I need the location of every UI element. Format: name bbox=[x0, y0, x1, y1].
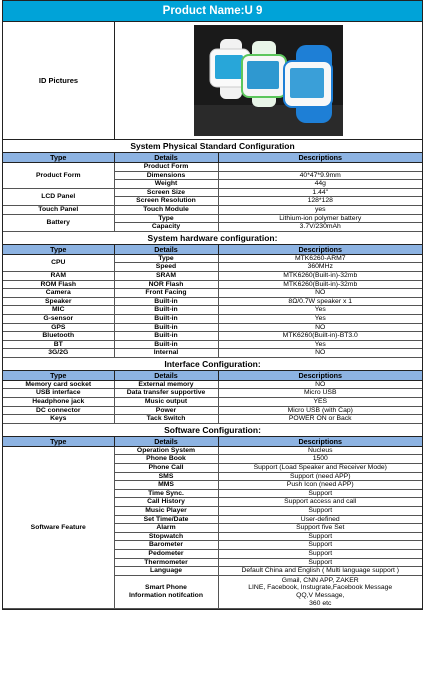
description-cell: Nucleus bbox=[218, 446, 422, 455]
description-cell: Support bbox=[218, 558, 422, 567]
section-title-row bbox=[3, 231, 422, 244]
details-cell: Music output bbox=[114, 398, 218, 407]
table-row bbox=[3, 380, 422, 389]
type-cell-bluetooth: Bluetooth bbox=[3, 332, 114, 341]
type-cell-mic: MIC bbox=[3, 306, 114, 315]
spec-table bbox=[3, 140, 422, 609]
description-cell: yes bbox=[218, 205, 422, 214]
table-row bbox=[3, 214, 422, 223]
description-cell: Support (Load Speaker and Receiver Mode) bbox=[218, 464, 422, 473]
type-cell-keys: Keys bbox=[3, 415, 114, 424]
table-row bbox=[3, 446, 422, 455]
type-cell-usb-interface: USB interface bbox=[3, 389, 114, 398]
product-photo bbox=[194, 25, 343, 136]
header-details: Details bbox=[114, 153, 218, 163]
header-type: Type bbox=[3, 244, 114, 254]
description-cell: NO bbox=[218, 380, 422, 389]
type-cell-3g-2g: 3G/2G bbox=[3, 349, 114, 358]
description-cell: Support bbox=[218, 532, 422, 541]
table-row bbox=[3, 280, 422, 289]
table-header-row bbox=[3, 244, 422, 254]
section-title: Interface Configuration: bbox=[3, 357, 422, 370]
type-cell-lcd-panel: LCD Panel bbox=[3, 188, 114, 205]
table-row bbox=[3, 398, 422, 407]
details-cell: Phone Call bbox=[114, 464, 218, 473]
description-cell: NO bbox=[218, 289, 422, 298]
description-cell: 128*128 bbox=[218, 197, 422, 206]
details-cell: Internal bbox=[114, 349, 218, 358]
description-cell: 3.7V/230mAh bbox=[218, 223, 422, 232]
type-cell-rom-flash: ROM Flash bbox=[3, 280, 114, 289]
details-cell: SRAM bbox=[114, 271, 218, 280]
type-cell-ram: RAM bbox=[3, 271, 114, 280]
details-cell: External memory bbox=[114, 380, 218, 389]
description-cell: 8Ω/0.7W speaker x 1 bbox=[218, 297, 422, 306]
details-cell: Touch Module bbox=[114, 205, 218, 214]
type-cell-headphone-jack: Headphone jack bbox=[3, 398, 114, 407]
header-details: Details bbox=[114, 436, 218, 446]
details-cell: Set Time/Date bbox=[114, 515, 218, 524]
details-cell: Built-in bbox=[114, 297, 218, 306]
description-cell: 360MHz bbox=[218, 263, 422, 272]
table-header-row bbox=[3, 153, 422, 163]
details-cell: Front Facing bbox=[114, 289, 218, 298]
details-cell: SMS bbox=[114, 472, 218, 481]
details-cell: Screen Resolution bbox=[114, 197, 218, 206]
details-cell: Language bbox=[114, 567, 218, 576]
spec-sheet bbox=[2, 0, 423, 610]
header-descriptions: Descriptions bbox=[218, 436, 422, 446]
table-row bbox=[3, 406, 422, 415]
type-cell-speaker: Speaker bbox=[3, 297, 114, 306]
type-cell-touch-panel: Touch Panel bbox=[3, 205, 114, 214]
details-cell: Speed bbox=[114, 263, 218, 272]
description-cell: Yes bbox=[218, 306, 422, 315]
details-cell: Alarm bbox=[114, 524, 218, 533]
description-cell: Support bbox=[218, 541, 422, 550]
table-row bbox=[3, 289, 422, 298]
details-cell: Built-in bbox=[114, 314, 218, 323]
id-picture-cell bbox=[115, 22, 422, 139]
header-type: Type bbox=[3, 370, 114, 380]
description-cell: NO bbox=[218, 323, 422, 332]
description-cell bbox=[218, 163, 422, 172]
description-cell: MTK6260(Built-in)-32mb bbox=[218, 280, 422, 289]
details-cell: Built-in bbox=[114, 332, 218, 341]
table-row bbox=[3, 306, 422, 315]
description-cell: Yes bbox=[218, 314, 422, 323]
details-cell: Pedometer bbox=[114, 549, 218, 558]
table-row bbox=[3, 349, 422, 358]
description-cell: Support bbox=[218, 489, 422, 498]
table-row bbox=[3, 205, 422, 214]
type-cell-memory-card-socket: Memory card socket bbox=[3, 380, 114, 389]
description-cell: MTK6260(Built-in)-BT3.0 bbox=[218, 332, 422, 341]
details-cell: Type bbox=[114, 254, 218, 263]
table-row bbox=[3, 297, 422, 306]
header-descriptions: Descriptions bbox=[218, 244, 422, 254]
description-cell: 44g bbox=[218, 180, 422, 189]
details-cell: Data transfer supportive bbox=[114, 389, 218, 398]
description-cell: Support five Set bbox=[218, 524, 422, 533]
table-row bbox=[3, 271, 422, 280]
description-cell: Default China and English ( Multi language support ) bbox=[218, 567, 422, 576]
type-cell-product-form: Product Form bbox=[3, 163, 114, 189]
type-cell-dc-connector: DC connector bbox=[3, 406, 114, 415]
details-cell: Product Form bbox=[114, 163, 218, 172]
table-row bbox=[3, 314, 422, 323]
details-cell: Type bbox=[114, 214, 218, 223]
section-title-row bbox=[3, 357, 422, 370]
description-cell: Support (need APP) bbox=[218, 472, 422, 481]
details-cell: Smart Phone Information notifcation bbox=[114, 575, 218, 608]
description-cell: Lithium-ion polymer battery bbox=[218, 214, 422, 223]
type-cell-cpu: CPU bbox=[3, 254, 114, 271]
description-cell: YES bbox=[218, 398, 422, 407]
description-cell: 1500 bbox=[218, 455, 422, 464]
type-cell-bt: BT bbox=[3, 340, 114, 349]
table-row bbox=[3, 415, 422, 424]
description-cell: MTK6260(Built-in)-32mb bbox=[218, 271, 422, 280]
id-pictures-label: ID Pictures bbox=[3, 22, 115, 139]
details-cell: Power bbox=[114, 406, 218, 415]
table-row bbox=[3, 389, 422, 398]
table-row bbox=[3, 323, 422, 332]
details-cell: Operation System bbox=[114, 446, 218, 455]
details-cell: Thermometer bbox=[114, 558, 218, 567]
details-cell: Barometer bbox=[114, 541, 218, 550]
section-title-row bbox=[3, 140, 422, 153]
table-row bbox=[3, 340, 422, 349]
product-title: Product Name:U 9 bbox=[3, 1, 422, 22]
details-cell: Phone Book bbox=[114, 455, 218, 464]
type-cell-gps: GPS bbox=[3, 323, 114, 332]
details-cell: Stopwatch bbox=[114, 532, 218, 541]
header-descriptions: Descriptions bbox=[218, 370, 422, 380]
section-title: System hardware configuration: bbox=[3, 231, 422, 244]
table-row bbox=[3, 332, 422, 341]
details-cell: Built-in bbox=[114, 306, 218, 315]
description-cell: Yes bbox=[218, 340, 422, 349]
details-cell: Call History bbox=[114, 498, 218, 507]
description-cell: Gmail, CNN APP, ZAKER LINE, Facebook, Instugrate,Facebook Message QQ,V Message, 360 etc bbox=[218, 575, 422, 608]
description-cell: MTK6260-ARM7 bbox=[218, 254, 422, 263]
description-cell: Support bbox=[218, 507, 422, 516]
header-type: Type bbox=[3, 436, 114, 446]
header-details: Details bbox=[114, 244, 218, 254]
details-cell: Screen Size bbox=[114, 188, 218, 197]
details-cell: Tack Switch bbox=[114, 415, 218, 424]
type-cell-battery: Battery bbox=[3, 214, 114, 231]
details-cell: Music Player bbox=[114, 507, 218, 516]
details-cell: Built-in bbox=[114, 323, 218, 332]
table-row bbox=[3, 254, 422, 263]
header-details: Details bbox=[114, 370, 218, 380]
details-cell: Time Sync. bbox=[114, 489, 218, 498]
description-cell: 1.44" bbox=[218, 188, 422, 197]
table-header-row bbox=[3, 370, 422, 380]
id-pictures-row bbox=[3, 22, 422, 140]
description-cell: Push Icon (need APP) bbox=[218, 481, 422, 490]
table-row bbox=[3, 163, 422, 172]
section-title-row bbox=[3, 423, 422, 436]
description-cell: NO bbox=[218, 349, 422, 358]
table-header-row bbox=[3, 436, 422, 446]
header-type: Type bbox=[3, 153, 114, 163]
type-cell-software-feature: Software Feature bbox=[3, 446, 114, 608]
section-title: System Physical Standard Configuration bbox=[3, 140, 422, 153]
description-cell: 40*47*9.9mm bbox=[218, 171, 422, 180]
details-cell: MMS bbox=[114, 481, 218, 490]
description-cell: Micro USB (with Cap) bbox=[218, 406, 422, 415]
details-cell: NOR Flash bbox=[114, 280, 218, 289]
section-title: Software Configuration: bbox=[3, 423, 422, 436]
details-cell: Built-in bbox=[114, 340, 218, 349]
table-row bbox=[3, 188, 422, 197]
details-cell: Weight bbox=[114, 180, 218, 189]
description-cell: POWER ON or Back bbox=[218, 415, 422, 424]
description-cell: Support access and call bbox=[218, 498, 422, 507]
description-cell: Micro USB bbox=[218, 389, 422, 398]
details-cell: Capacity bbox=[114, 223, 218, 232]
description-cell: Support bbox=[218, 549, 422, 558]
details-cell: Dimensions bbox=[114, 171, 218, 180]
description-cell: User-defined bbox=[218, 515, 422, 524]
header-descriptions: Descriptions bbox=[218, 153, 422, 163]
type-cell-g-sensor: G-sensor bbox=[3, 314, 114, 323]
type-cell-camera: Camera bbox=[3, 289, 114, 298]
